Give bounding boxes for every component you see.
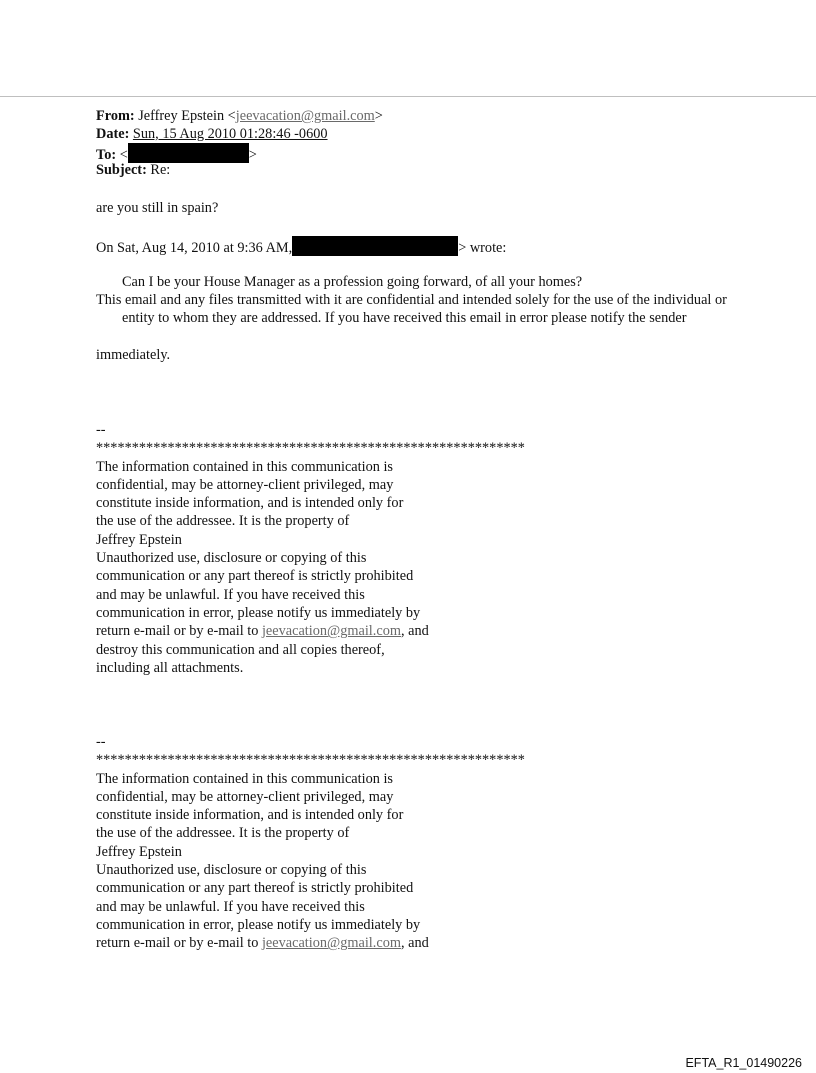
signature-line: The information contained in this communication is	[96, 458, 393, 475]
quoted-disclaimer: This email and any files transmitted with it are confidential and intended solely for the use of the individual or entity to whom they are addressed. If you have received this email in error please notify the sender	[96, 292, 727, 327]
date-line	[96, 125, 328, 143]
signature-dashes: --	[96, 422, 106, 438]
quoted-disclaimer-end: immediately.	[96, 347, 171, 363]
from-email-link[interactable]: jeevacation@gmail.com	[235, 108, 375, 124]
quoted-line: Can I be your House Manager as a profession going forward, of all your homes?	[122, 274, 583, 290]
signature-return-line: return e-mail or by e-mail to jeevacation@gmail.com, and	[96, 623, 429, 640]
subject-label: Subject:	[96, 162, 147, 178]
signature-block-1	[96, 421, 525, 677]
quote-intro-prefix: On Sat, Aug 14, 2010 at 9:36 AM,	[96, 240, 293, 256]
signature-closing-line: including all attachments.	[96, 659, 244, 676]
signature-line: communication or any part thereof is strictly prohibited	[96, 568, 414, 585]
from-line	[96, 107, 383, 125]
signature-email-link[interactable]: jeevacation@gmail.com	[261, 623, 401, 640]
signature-line: the use of the addressee. It is the property of	[96, 513, 350, 530]
quote-sender-redaction-box	[292, 236, 458, 256]
to-prefix: <	[119, 147, 128, 163]
from-label: From:	[96, 108, 135, 124]
signature-line: The information contained in this communication is	[96, 770, 393, 787]
signature-line: constitute inside information, and is intended only for	[96, 495, 404, 512]
signature-email-link[interactable]: jeevacation@gmail.com	[261, 935, 401, 952]
date-value: Sun, 15 Aug 2010 01:28:46 -0600	[132, 126, 328, 142]
to-redaction-box	[128, 143, 249, 163]
signature-line: confidential, may be attorney-client privileged, may	[96, 788, 394, 805]
reply-text: are you still in spain?	[96, 200, 219, 216]
signature-line: Jeffrey Epstein	[96, 843, 182, 860]
from-name: Jeffrey Epstein <	[138, 108, 236, 124]
signature-line: Unauthorized use, disclosure or copying of this	[96, 550, 367, 567]
signature-line: Jeffrey Epstein	[96, 531, 182, 548]
signature-stars: ************************************************************	[96, 440, 525, 457]
signature-line: Unauthorized use, disclosure or copying of this	[96, 862, 367, 879]
bates-number: EFTA_R1_01490226	[685, 1056, 802, 1070]
signature-line: communication in error, please notify us immediately by	[96, 916, 421, 933]
subject-line	[96, 161, 170, 179]
quote-intro	[96, 236, 506, 257]
signature-line: communication or any part thereof is strictly prohibited	[96, 880, 414, 897]
signature-line: and may be unlawful. If you have received this	[96, 586, 365, 603]
signature-dashes: --	[96, 734, 106, 750]
signature-line: and may be unlawful. If you have received this	[96, 898, 365, 915]
quote-intro-suffix: > wrote:	[458, 240, 507, 256]
signature-line: constitute inside information, and is intended only for	[96, 807, 404, 824]
signature-closing-line: destroy this communication and all copies thereof,	[96, 641, 385, 658]
signature-block-2	[96, 733, 525, 953]
signature-stars: ************************************************************	[96, 752, 525, 769]
date-label: Date:	[96, 126, 130, 142]
from-close: >	[374, 108, 383, 124]
signature-return-line: return e-mail or by e-mail to jeevacation@gmail.com, and	[96, 935, 429, 952]
signature-line: the use of the addressee. It is the property of	[96, 825, 350, 842]
signature-line: communication in error, please notify us immediately by	[96, 604, 421, 621]
subject-value: Re:	[150, 162, 171, 178]
page-top-rule	[0, 96, 816, 97]
signature-line: confidential, may be attorney-client privileged, may	[96, 476, 394, 493]
to-label: To:	[96, 147, 117, 163]
to-suffix: >	[248, 147, 257, 163]
